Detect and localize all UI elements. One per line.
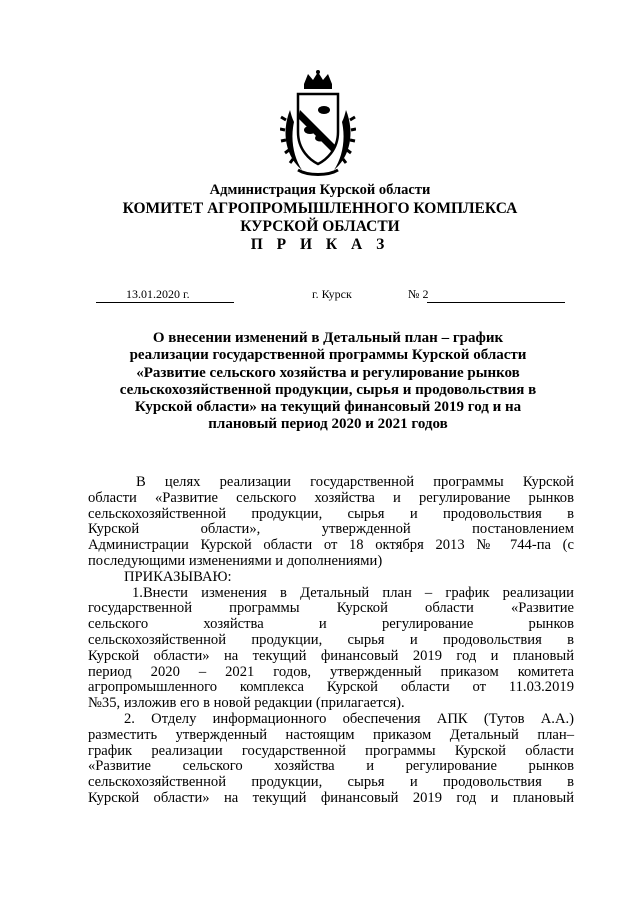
- body-line: государственной программы Курской области «Развитие: [88, 600, 574, 617]
- body-line: сельскохозяйственной продукции, сырья и продовольствия в: [88, 631, 574, 648]
- body-line: Курской области» на текущий финансовый 2019 год и плановый: [88, 789, 574, 806]
- document-number-field: [427, 287, 565, 303]
- document-city: г. Курск: [312, 287, 352, 301]
- body-line: «Развитие сельского хозяйства и регулирование рынков: [88, 758, 574, 775]
- body-line: №35, изложив его в новой редакции (прилагается).: [88, 695, 405, 712]
- body-line: Курской области» на текущий финансовый 2019 год и плановый: [88, 647, 574, 664]
- document-date: 13.01.2020 г.: [96, 287, 234, 303]
- body-line: В целях реализации государственной программы Курской: [136, 474, 574, 490]
- document-body: [88, 475, 574, 807]
- document-title: [88, 330, 568, 434]
- body-line: график реализации государственной программы Курской области: [88, 742, 574, 759]
- body-line: сельского хозяйства и регулирование рынков: [88, 616, 574, 633]
- administration-name: Администрация Курской области: [209, 182, 431, 198]
- body-line: разместить утвержденный настоящим приказом Детальный план–: [88, 726, 574, 743]
- title-line: реализации государственной программы Курской области: [129, 347, 527, 364]
- title-line: Курской области» на текущий финансовый 2019 год и на: [134, 399, 522, 416]
- body-line: 1.Внести изменения в Детальный план – график реализации: [132, 584, 574, 601]
- body-line: Администрации Курской области от 18 октября 2013 № 744-па (с: [88, 537, 574, 554]
- committee-name: КОМИТЕТ АГРОПРОМЫШЛЕННОГО КОМПЛЕКСА: [122, 200, 518, 217]
- document-number-label: № 2: [408, 287, 429, 301]
- body-line: области «Развитие сельского хозяйства и регулирование рынков: [88, 489, 574, 506]
- coat-of-arms-icon: [280, 70, 356, 180]
- title-line: плановый период 2020 и 2021 годов: [208, 416, 448, 433]
- title-line: сельскохозяйственной продукции, сырья и продовольствия в: [119, 381, 537, 398]
- body-line: Курской области», утвержденной постановлением: [88, 521, 574, 538]
- body-line: сельскохозяйственной продукции, сырья и продовольствия в: [88, 774, 574, 791]
- title-line: О внесении изменений в Детальный план – график: [152, 330, 504, 346]
- body-line: 2. Отделу информационного обеспечения АПК (Тутов А.А.): [124, 710, 574, 727]
- region-name: КУРСКОЙ ОБЛАСТИ: [240, 218, 400, 235]
- body-line: последующими изменениями и дополнениями): [88, 552, 383, 569]
- document-type: П Р И К А З: [250, 236, 390, 253]
- body-line: период 2020 – 2021 годов, утвержденный приказом комитета: [88, 663, 574, 680]
- body-line: агропромышленного комплекса Курской области от 11.03.2019: [88, 679, 574, 696]
- title-line: «Развитие сельского хозяйства и регулирование рынков: [136, 364, 520, 381]
- body-line: сельскохозяйственной продукции, сырья и продовольствия в: [88, 505, 574, 522]
- order-keyword: ПРИКАЗЫВАЮ:: [124, 568, 232, 585]
